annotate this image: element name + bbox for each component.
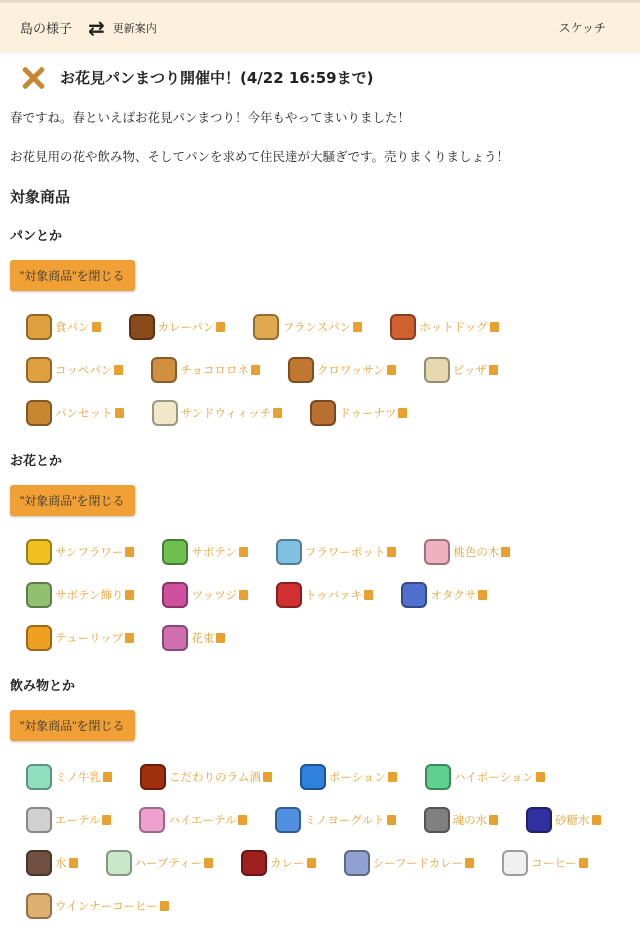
product-icon bbox=[162, 539, 188, 565]
book-icon bbox=[478, 590, 487, 600]
book-icon bbox=[490, 322, 499, 332]
bread-set-icon bbox=[20, 64, 46, 90]
item-list bbox=[10, 530, 630, 659]
product-icon bbox=[424, 539, 450, 565]
category-section bbox=[10, 675, 630, 927]
product-label: テューリップ bbox=[55, 630, 124, 645]
book-icon bbox=[398, 408, 407, 418]
product-icon bbox=[26, 764, 52, 790]
categories bbox=[10, 225, 630, 927]
category-section bbox=[10, 225, 630, 434]
product-item[interactable] bbox=[526, 798, 601, 841]
product-item[interactable] bbox=[26, 755, 112, 798]
product-icon bbox=[288, 357, 314, 383]
book-icon bbox=[239, 590, 248, 600]
product-label: フラワーポット bbox=[304, 544, 386, 559]
close-targets-button[interactable]: "対象商品"を閉じる bbox=[10, 260, 135, 291]
product-icon bbox=[26, 893, 52, 919]
product-icon bbox=[300, 764, 326, 790]
category-heading: お花とか bbox=[10, 454, 63, 469]
book-icon bbox=[387, 815, 396, 825]
product-item[interactable] bbox=[26, 348, 123, 391]
product-item[interactable] bbox=[310, 391, 407, 434]
product-label: こだわりのラム酒 bbox=[169, 769, 261, 784]
category-section bbox=[10, 450, 630, 659]
product-icon bbox=[424, 807, 450, 833]
close-targets-button[interactable]: "対象商品"を閉じる bbox=[10, 485, 135, 516]
product-label: ポーション bbox=[328, 769, 386, 784]
book-icon bbox=[102, 815, 111, 825]
product-icon bbox=[26, 314, 52, 340]
event-title: お花見パンまつり開催中！(4/22 16:59まで) bbox=[60, 68, 374, 87]
book-icon bbox=[387, 365, 396, 375]
product-item[interactable] bbox=[162, 616, 225, 659]
book-icon bbox=[465, 858, 474, 868]
product-item[interactable] bbox=[106, 841, 214, 884]
book-icon bbox=[238, 815, 247, 825]
product-item[interactable] bbox=[424, 530, 510, 573]
book-icon bbox=[69, 858, 78, 868]
event-description-1: 春ですね。春といえばお花見パンまつり！今年もやってまいりました！ bbox=[10, 110, 411, 125]
book-icon bbox=[388, 772, 397, 782]
product-label: チョコロロネ bbox=[180, 362, 249, 377]
product-item[interactable] bbox=[26, 798, 111, 841]
product-icon bbox=[390, 314, 416, 340]
product-item[interactable] bbox=[152, 391, 283, 434]
product-label: クロワッサン bbox=[316, 362, 385, 377]
product-icon bbox=[502, 850, 528, 876]
product-item[interactable] bbox=[139, 798, 247, 841]
product-label: 食パン bbox=[55, 319, 90, 334]
product-label: 砂糖水 bbox=[555, 812, 590, 827]
book-icon bbox=[501, 547, 510, 557]
book-icon bbox=[273, 408, 282, 418]
book-icon bbox=[115, 408, 124, 418]
product-item[interactable] bbox=[241, 841, 316, 884]
product-label: 花束 bbox=[191, 630, 215, 645]
product-icon bbox=[276, 582, 302, 608]
nav-updates[interactable]: 更新案内 bbox=[112, 21, 157, 35]
product-icon bbox=[275, 807, 301, 833]
product-item[interactable] bbox=[276, 530, 397, 573]
product-item[interactable] bbox=[26, 573, 134, 616]
top-nav bbox=[0, 0, 640, 52]
close-targets-button[interactable]: "対象商品"を閉じる bbox=[10, 710, 135, 741]
product-icon bbox=[401, 582, 427, 608]
product-item[interactable] bbox=[129, 305, 226, 348]
product-icon bbox=[162, 582, 188, 608]
item-list bbox=[10, 305, 630, 434]
product-icon bbox=[425, 764, 451, 790]
product-item[interactable] bbox=[276, 573, 373, 616]
product-icon bbox=[106, 850, 132, 876]
product-label: カレーパン bbox=[157, 319, 215, 334]
product-label: ピッザ bbox=[452, 362, 487, 377]
product-label: ホットドッグ bbox=[419, 319, 488, 334]
swap-icon: ⇄ bbox=[88, 15, 105, 40]
book-icon bbox=[263, 772, 272, 782]
product-icon bbox=[26, 539, 52, 565]
product-icon bbox=[26, 400, 52, 426]
nav-sketch[interactable]: スケッチ bbox=[558, 21, 606, 35]
product-icon bbox=[526, 807, 552, 833]
product-label: オタクサ bbox=[430, 587, 477, 602]
product-label: サボテン飾り bbox=[55, 587, 124, 602]
product-icon bbox=[151, 357, 177, 383]
event-header bbox=[10, 52, 630, 102]
product-icon bbox=[162, 625, 188, 651]
event-description-2: お花見用の花や飲み物、そしてパンを求めて住民達が大騒ぎです。売りまくりましょう！ bbox=[10, 149, 510, 164]
product-label: ミノ牛乳 bbox=[55, 769, 101, 784]
product-item[interactable] bbox=[390, 305, 499, 348]
product-label: ツッツジ bbox=[191, 587, 238, 602]
product-item[interactable] bbox=[26, 530, 134, 573]
product-icon bbox=[253, 314, 279, 340]
product-item[interactable] bbox=[140, 755, 272, 798]
book-icon bbox=[125, 633, 134, 643]
book-icon bbox=[592, 815, 601, 825]
product-item[interactable] bbox=[26, 616, 134, 659]
product-label: ミノヨーグルト bbox=[304, 812, 385, 827]
product-label: カレー bbox=[270, 855, 305, 870]
main-content bbox=[0, 52, 640, 927]
product-label: フランスパン bbox=[282, 319, 352, 334]
product-item[interactable] bbox=[344, 841, 475, 884]
product-icon bbox=[344, 850, 370, 876]
product-icon bbox=[152, 400, 178, 426]
product-item[interactable] bbox=[151, 348, 260, 391]
product-label: コーヒー bbox=[531, 855, 577, 870]
product-label: ウインナーコーヒー bbox=[55, 898, 158, 913]
product-icon bbox=[26, 807, 52, 833]
book-icon bbox=[307, 858, 316, 868]
product-item[interactable] bbox=[300, 755, 397, 798]
book-icon bbox=[125, 590, 134, 600]
product-label: サンドウィィッチ bbox=[180, 405, 272, 420]
book-icon bbox=[92, 322, 101, 332]
product-label: ハイエーテル bbox=[168, 812, 237, 827]
product-icon bbox=[26, 357, 52, 383]
product-label: 魂の水 bbox=[452, 812, 488, 827]
product-icon bbox=[129, 314, 155, 340]
category-heading: 飲み物とか bbox=[10, 679, 76, 694]
book-icon bbox=[103, 772, 112, 782]
product-label: 桃色の木 bbox=[453, 544, 500, 559]
product-item[interactable] bbox=[424, 348, 498, 391]
product-label: コッペパン bbox=[55, 362, 113, 377]
product-item[interactable] bbox=[502, 841, 588, 884]
nav-island-status[interactable]: 島の様子 bbox=[20, 22, 73, 37]
book-icon bbox=[489, 365, 498, 375]
product-icon bbox=[26, 625, 52, 651]
product-item[interactable] bbox=[275, 798, 395, 841]
book-icon bbox=[160, 901, 169, 911]
book-icon bbox=[251, 365, 260, 375]
book-icon bbox=[353, 322, 362, 332]
product-item[interactable] bbox=[424, 798, 499, 841]
book-icon bbox=[125, 547, 134, 557]
product-label: 水 bbox=[55, 855, 67, 870]
book-icon bbox=[536, 772, 545, 782]
product-item[interactable] bbox=[401, 573, 487, 616]
book-icon bbox=[114, 365, 123, 375]
book-icon bbox=[489, 815, 498, 825]
product-icon bbox=[241, 850, 267, 876]
product-label: サボテン bbox=[191, 544, 237, 559]
product-item[interactable] bbox=[162, 530, 247, 573]
product-item[interactable] bbox=[425, 755, 545, 798]
product-label: エーテル bbox=[55, 812, 101, 827]
product-label: ハーブティー bbox=[134, 855, 203, 870]
product-icon bbox=[424, 357, 450, 383]
book-icon bbox=[387, 547, 396, 557]
item-list bbox=[10, 755, 630, 927]
book-icon bbox=[204, 858, 213, 868]
target-products-heading: 対象商品 bbox=[10, 188, 71, 206]
book-icon bbox=[364, 590, 373, 600]
book-icon bbox=[216, 633, 225, 643]
book-icon bbox=[579, 858, 588, 868]
product-item[interactable] bbox=[162, 573, 248, 616]
product-label: シーフードカレー bbox=[372, 855, 464, 870]
product-item[interactable] bbox=[26, 841, 78, 884]
product-label: サンフラワー bbox=[55, 544, 124, 559]
product-label: ハイポーション bbox=[453, 769, 534, 784]
product-icon bbox=[26, 850, 52, 876]
product-item[interactable] bbox=[288, 348, 396, 391]
product-icon bbox=[310, 400, 336, 426]
product-label: トゥバァキ bbox=[305, 587, 363, 602]
product-icon bbox=[140, 764, 166, 790]
product-icon bbox=[139, 807, 165, 833]
product-icon bbox=[276, 539, 302, 565]
product-item[interactable] bbox=[26, 391, 124, 434]
product-item[interactable] bbox=[26, 305, 101, 348]
product-item[interactable] bbox=[253, 305, 362, 348]
book-icon bbox=[216, 322, 225, 332]
product-label: パンセット bbox=[55, 405, 113, 420]
product-label: ドゥーナツ bbox=[339, 405, 397, 420]
product-icon bbox=[26, 582, 52, 608]
book-icon bbox=[239, 547, 248, 557]
category-heading: パンとか bbox=[10, 229, 63, 244]
